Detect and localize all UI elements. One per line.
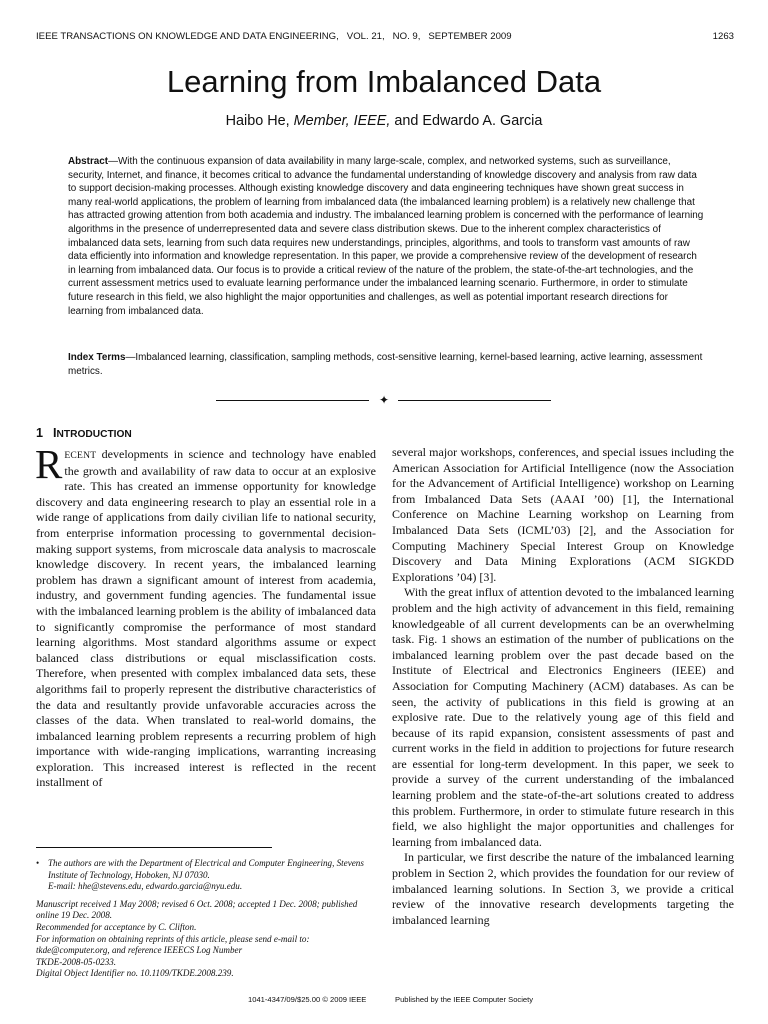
- divider-line-right: [398, 400, 551, 401]
- log-number: TKDE-2008-05-0233.: [36, 956, 117, 967]
- body-column-left: [35, 441, 376, 791]
- abstract-label: Abstract: [68, 156, 109, 167]
- section-heading: [36, 426, 132, 440]
- first-word-smallcaps: ECENT: [64, 450, 97, 461]
- footnote-rule: [36, 847, 272, 848]
- author-2: and Edwardo A. Garcia: [394, 113, 543, 129]
- index-terms-label: Index Terms: [68, 352, 126, 363]
- affiliation-text: The authors are with the Department of Electrical and Computer Engineering, Stevens Institute of Technology, Hoboken, NJ 07030.: [48, 858, 364, 880]
- paragraph: several major workshops, conferences, and special issues including the American Association for Artificial Intelligence (now the Association for the Advancement of Artificial Intelligence) workshop on Learning from Imbalanced Data Sets (AAAI ’00) [1], the International Conference on Machine Learning workshop on Learning from Imbalanced Data Sets (ICML’03) [2], and the Association for Computing Machinery Special Interest Group on Knowledge Discovery and Data Mining Explorations (ACM SIGKDD Explorations ’04) [3].: [392, 445, 734, 584]
- paragraph: With the great influx of attention devoted to the imbalanced learning problem and the high activity of advancement in this field, remaining knowledgeable of all current developments can be an overwhelming task. Fig. 1 shows an estimation of the number of publications on the imbalanced learning problem over the past decade based on the Institute of Electrical and Electronics Engineers (IEEE) and Association for Computing Machinery (ACM) databases. As can be seen, the activity of publications in this field is growing at an explosive rate. Due to the relatively young age of this field and because of its rapid expansion, consistent assessments of past and current works in the field in addition to projections for future research are essential for long-term development. In this paper, we seek to provide a survey of the current understanding of the imbalanced learning problem and the state-of-the-art solutions created to address this problem. Furthermore, in order to stimulate future research in this field, we also highlight the major opportunities and challenges for learning from imbalanced data.: [392, 585, 734, 849]
- body-column-right: [392, 445, 734, 928]
- section-title-rest: NTRODUCTION: [56, 429, 132, 440]
- index-terms-text: —Imbalanced learning, classification, sampling methods, cost-sensitive learning, kernel-based learning, active learning, assessment metrics.: [68, 352, 703, 377]
- paragraph: [35, 441, 376, 791]
- paragraph-text: developments in science and technology have enabled the growth and availability of raw data to occur at an explosive rate. This has created an immense opportunity for knowledge discovery and data engineering research to play an essential role in a wide range of applications from daily civilian life to national security, from enterprise information processing to governmental decision-making support systems, from microscale data analysis to macroscale knowledge discovery. In recent years, the imbalanced learning problem has drawn a significant amount of interest from academia, industry, and government funding agencies. The fundamental issue with the imbalanced learning problem is the ability of imbalanced data to significantly compromise the performance of most standard learning algorithms. Most standard algorithms assume or expect balanced class distributions or equal misclassification costs. Therefore, when presented with complex imbalanced data sets, these algorithms fail to properly represent the distributive characteristics of the data and resultantly provide unfavorable accuracies across the classes of the data. When translated to real-world domains, the imbalanced learning problem represents a recurring problem of high importance with wide-ranging implications, warranting increasing exploration. This increased interest is reflected in the recent installment of: [36, 447, 376, 790]
- running-head: [36, 31, 734, 45]
- section-number: 1: [36, 426, 44, 440]
- section-divider: [0, 395, 768, 405]
- divider-line-left: [216, 400, 369, 401]
- doi-note: Digital Object Identifier no. 10.1109/TKDE.2008.239.: [36, 968, 234, 979]
- drop-cap: R: [35, 441, 63, 487]
- recommended-note: Recommended for acceptance by C. Clifton.: [36, 921, 197, 932]
- manuscript-note: Manuscript received 1 May 2008; revised 6 Oct. 2008; accepted 1 Dec. 2008; published online 19 Dec. 2008.: [36, 898, 358, 921]
- footnotes: [36, 858, 376, 980]
- reprints-note: For information on obtaining reprints of this article, please send e-mail to: tkde@computer.org, and reference IEEECS Log Number: [36, 933, 310, 956]
- journal-name: IEEE TRANSACTIONS ON KNOWLEDGE AND DATA ENGINEERING,: [36, 31, 339, 42]
- author-1-role: Member, IEEE,: [293, 113, 391, 129]
- paragraph: In particular, we first describe the nature of the imbalanced learning problem in Section 2, which provides the foundation for our review of imbalanced learning solutions. In Section 3, we provide a critical review of the innovative research developments targeting the imbalanced learning: [392, 850, 734, 927]
- affiliation-note: [36, 858, 376, 893]
- author-1: Haibo He,: [225, 113, 290, 129]
- publisher-line: Published by the IEEE Computer Society: [395, 995, 534, 1004]
- volume: VOL. 21,: [346, 31, 385, 42]
- authors: [0, 113, 768, 129]
- email-text: E-mail: hhe@stevens.edu, edwardo.garcia@nyu.edu.: [48, 881, 243, 892]
- issue-date: SEPTEMBER 2009: [428, 31, 512, 42]
- journal-info: [36, 31, 512, 42]
- page-number: 1263: [712, 31, 734, 42]
- section-title-initial: I: [53, 426, 57, 440]
- issue-number: NO. 9,: [392, 31, 421, 42]
- issn-copyright: 1041-4347/09/$25.00 © 2009 IEEE: [248, 995, 367, 1004]
- divider-diamond-icon: ✦: [379, 393, 390, 407]
- abstract: [68, 155, 704, 318]
- paper-title: Learning from Imbalanced Data: [166, 64, 602, 99]
- index-terms: [68, 351, 704, 378]
- abstract-text: —With the continuous expansion of data availability in many large-scale, complex, and networked systems, such as surveillance, security, Internet, and finance, it becomes critical to advance the fundamental understanding of knowledge discovery and analysis from raw data to support decision-making processes. Although existing knowledge discovery and data engineering techniques have shown great success in many real-world applications, the problem of learning from imbalanced data (the imbalanced learning problem) is a relatively new challenge that has attracted growing attention from both academia and industry. The imbalanced learning problem is concerned with the performance of learning algorithms in the presence of underrepresented data and severe class distribution skews. Due to the inherent complex characteristics of imbalanced data sets, learning from such data requires new understandings, principles, algorithms, and tools to transform vast amounts of raw data efficiently into information and knowledge representation. In this paper, we provide a comprehensive review of the development of research in learning from imbalanced data. Our focus is to provide a critical review of the nature of the problem, the state-of-the-art technologies, and the current assessment metrics used to evaluate learning performance under the imbalanced learning scenario. Furthermore, in order to stimulate future research in this field, we also highlight the major opportunities and challenges, as well as potential important research directions for learning from imbalanced data.: [68, 156, 704, 317]
- bullet-icon: •: [36, 858, 40, 868]
